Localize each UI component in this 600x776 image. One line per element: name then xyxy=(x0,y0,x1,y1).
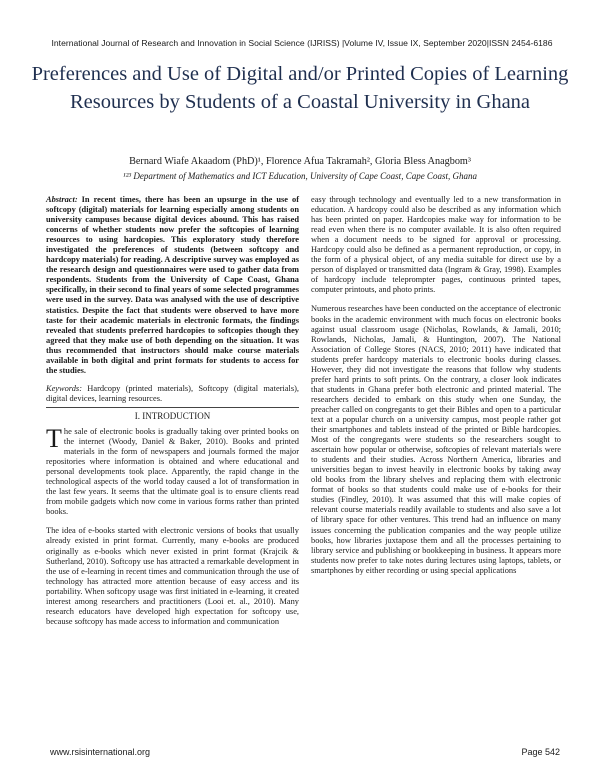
abstract-label: Abstract: xyxy=(46,195,78,204)
intro-paragraph-2: The idea of e-books started with electronic versions of books that usually already existed in print format. Currently, many e-books are produced originally as e-books which never existed in print format (Krajcik & Sutherland, 2010). Softcopy use has attracted a remarkable development in the use of e-learning in recent times and communication through the use of technology has attracted more attention because of easy access and its portability. When softcopy usage was first initiated in e-learning, it created interest among researchers and practitioners (Looi et. al., 2010). Many research educators have developed high expectation for softcopy use, because softcopy has made access to information and communication xyxy=(46,526,299,626)
intro-paragraph-1-text: he sale of electronic books is gradually taking over printed books on the internet (Woody, Daniel & Baker, 2010). Books and printed materials in the form of newspapers and journals formed the major repositories where information is obtained and where educational and personal developments took place. Apparently, the rapid change in the technological aspects of the world today caused a lot of transformation in the last few years. It seems that the ultimate goal is to ensure clients read from mobile gadgets which now come in various forms rather than printed books. xyxy=(46,426,299,517)
footer-website: www.rsisinternational.org xyxy=(50,747,151,757)
left-column xyxy=(46,195,299,627)
keywords-label: Keywords: xyxy=(46,383,82,393)
page-footer xyxy=(50,747,560,757)
drop-cap: T xyxy=(46,423,62,453)
page-number: Page 542 xyxy=(521,747,560,757)
affiliation-line: ¹²³ Department of Mathematics and ICT Education, University of Cape Coast, Cape Coast, Ghana xyxy=(123,171,477,181)
paper-title: Preferences and Use of Digital and/or Printed Copies of Learning Resources by Students of a Coastal University in Ghana xyxy=(31,63,569,113)
journal-header: International Journal of Research and Innovation in Social Science (IJRISS) |Volume IV, Issue IX, September 2020|ISSN 2454-6186 xyxy=(51,38,553,48)
authors-line: Bernard Wiafe Akaadom (PhD)¹, Florence Afua Takramah², Gloria Bless Anagbom³ xyxy=(129,156,471,167)
body-paragraph-1: easy through technology and eventually led to a new transformation in education. A hardcopy could also be described as any information which has been printed on paper. Hardcopies make way for information to be read even when there is no computer available. It is also often required when a document needs to be signed for approval or processing. Hardcopy could also be defined as a permanent reproduction, or copy, in the form of a physical object, of any media suitable for direct use by a person of displayed or transmitted data (Ingram & Gray, 1998). Examples of hardcopy include teleprompter pages, continuous printed tapes, computer printouts, and photo prints. xyxy=(311,195,561,295)
right-column xyxy=(311,195,561,576)
keywords xyxy=(46,384,299,404)
intro-paragraph-1 xyxy=(46,423,299,517)
section-heading-introduction: I. INTRODUCTION xyxy=(134,410,211,421)
abstract xyxy=(46,195,299,376)
abstract-text: In recent times, there has been an upsurge in the use of softcopy (digital) materials for learning especially among students on university campuses because digital devices abound. This has raised concerns of whether students now prefer the softcopies of learning resources to using hardcopies. This exploratory study therefore investigated the preferences of students (between softcopy and hardcopy materials) for reading. A descriptive survey was employed as the research design and questionnaires were used to gather data from respondents. Students from the University of Cape Coast, Ghana specifically, in their second to final years of some selected programmes were used in the survey. Data was analysed with the use of descriptive statistics. Despite the fact that students were observed to have more taste for their academic materials in electronic formats, the findings revealed that students preferred hardcopies to softcopies though they agreed that they make use of both depending on the situation. It was thus recommended that instructors should make course materials available in both digital and print formats for students to access for the studies. xyxy=(46,195,299,375)
section-divider xyxy=(46,407,299,408)
keywords-text: Hardcopy (printed materials), Softcopy (digital materials), digital devices, learning resources. xyxy=(46,383,299,403)
body-paragraph-2: Numerous researches have been conducted on the acceptance of electronic books in the academic environment with much focus on electronic books against usual classroom usage (Nicholas, Rowlands, & Jamali, 2010; Rowlands, Nicholas, Jamali, & Huntington, 2007). The National Association of College Stores (NACS, 2010; 2011) have indicated that students prefer hardcopy materials to electronic books during classes. However, they did not investigate the reasons that follow why students prefer hard prints to soft prints. On the contrary, a closer look indicates that students in Ghana prefer both electronic and printed material. The researchers decided to embark on this study when one Sunday, the preacher called on congregants to get their Bibles and open to a particular text at a popular church on a university campus, most people rather got their smartphones and tablets instead of the printed or Bible hardcopies. Most of the congregants were students so the researchers sought to ascertain how popular or otherwise, softcopies of relevant materials were to students and their studies. Across Northern America, libraries and universities began to invest heavily in electronic books by taking away old books from the library shelves and replacing them with electronic format of books so that students could make use of e-books for their studies (Findley, 2010). It was assumed that this will make copies of relevant course materials readily available to students and also save a lot of library space for other ventures. This trend had an influence on many issues concerning the publication companies and the way people utilize books, how libraries juxtapose them and all the processes pertaining to library service and publishing or bookkeeping in business. It appears more students now prefer to take notes during lectures using laptops, tablets, or smartphones by either recording or using special applications xyxy=(311,304,561,575)
